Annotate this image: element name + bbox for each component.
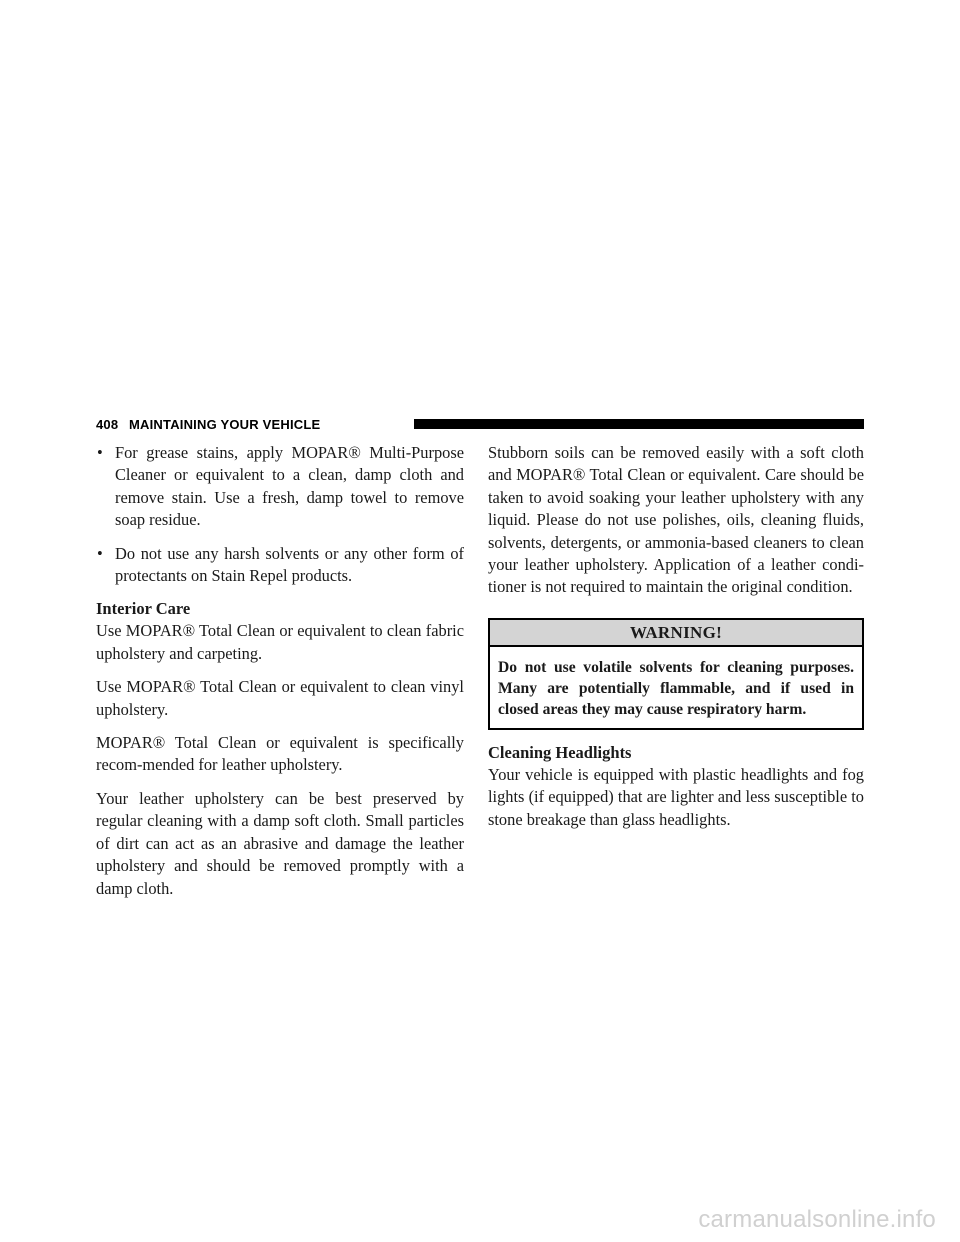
paragraph: Use MOPAR® Total Clean or equivalent to clean fabric upholstery and carpeting. [96, 621, 464, 663]
left-column [96, 442, 464, 911]
interior-care-heading: Interior Care [96, 599, 191, 619]
bullet-text: For grease stains, apply MOPAR® Multi-Purpose Cleaner or equivalent to a clean, damp cloth and remove stain. Use a fresh, damp towel to remove soap residue. [115, 443, 464, 530]
paragraph: Stubborn soils can be removed easily with a soft cloth and MOPAR® Total Clean or equivalent. Care should be taken to avoid soaking your leather upholstery with any liquid. Please do not use polishes, oils, cleaning fluids, solvents, detergents, or ammonia-based cleaners to clean your leather upholstery. Application of a leather condi-tioner is not required to maintain the original condition. [488, 443, 864, 597]
page-header [96, 411, 864, 433]
watermark: carmanualsonline.info [698, 1206, 936, 1233]
bullet-text: Do not use any harsh solvents or any other form of protectants on Stain Repel products. [115, 543, 464, 586]
bullet-icon: • [97, 443, 103, 462]
paragraph: Use MOPAR® Total Clean or equivalent to clean vinyl upholstery. [96, 677, 464, 719]
section-title: MAINTAINING YOUR VEHICLE [129, 417, 321, 432]
header-rule [414, 419, 864, 429]
list-item [96, 442, 464, 532]
right-column [488, 442, 864, 842]
paragraph: Your leather upholstery can be best preserved by regular cleaning with a damp soft cloth. Small particles of dirt can act as an abrasive and damage the leather upholstery and should be removed promptly with a damp cloth. [96, 788, 464, 898]
warning-text: Do not use volatile solvents for cleaning purposes. Many are potentially flammable, and if used in closed areas they may cause respiratory harm. [498, 658, 854, 718]
cleaning-headlights-heading: Cleaning Headlights [488, 742, 632, 762]
paragraph: MOPAR® Total Clean or equivalent is specifically recom-mended for leather upholstery. [96, 733, 464, 775]
warning-title: WARNING! [490, 620, 862, 647]
page-number: 408 [96, 417, 119, 432]
bullet-icon: • [97, 543, 103, 563]
paragraph: Your vehicle is equipped with plastic headlights and fog lights (if equipped) that are lighter and less susceptible to stone breakage than glass headlights. [488, 764, 864, 829]
warning-box [488, 618, 864, 730]
list-item [96, 543, 464, 588]
